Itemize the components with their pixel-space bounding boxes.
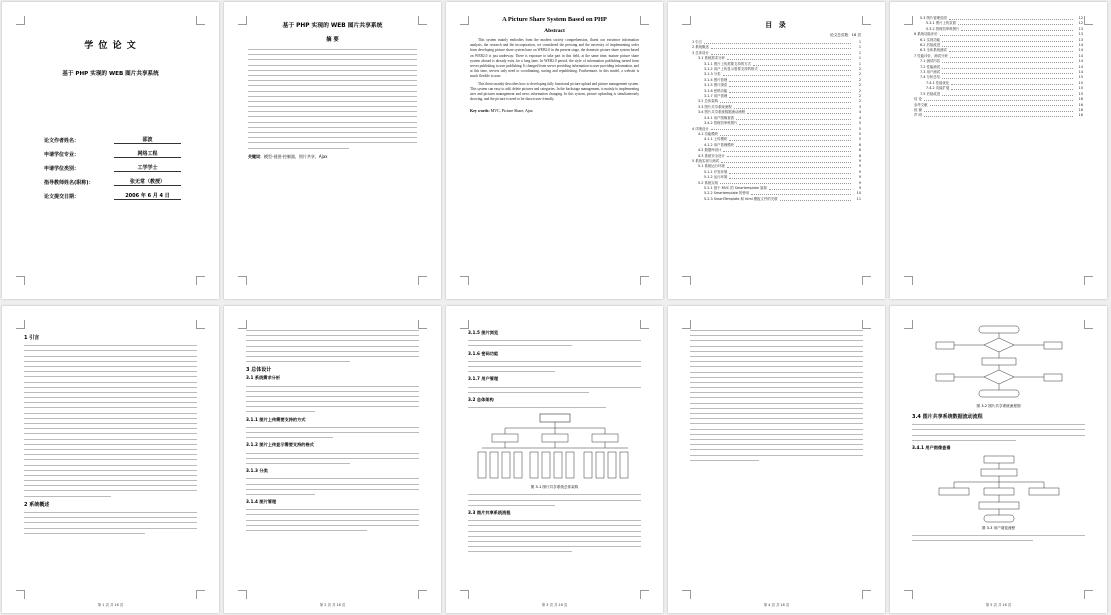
page-footer: 第 1 页 共 16 页 — [97, 603, 124, 607]
toc-entry-title: 5.3.1 图片上传页面 — [926, 21, 957, 26]
cover-field: 申请学位专业： 网络工程 — [44, 150, 181, 158]
section-heading: 3.4.1 用户图像查看 — [912, 444, 951, 450]
toc-entry-page: 6 — [858, 142, 861, 147]
toc-entry-title: 7.4 分析总结 — [920, 75, 941, 80]
toc-entry-title: 致 谢 — [914, 107, 922, 112]
toc-entry-page: 5 — [858, 137, 861, 142]
page-toc-2 — [890, 2, 1107, 299]
cover-field: 申请学位类别： 工学学士 — [44, 164, 181, 172]
page-abstract-cn — [224, 2, 441, 299]
toc-entry-page: 8 — [858, 153, 861, 158]
toc-entry-title: 5.1.2 运行环境 — [704, 175, 728, 180]
toc-entry-page: 16 — [1078, 97, 1083, 102]
toc-entry-title: 3.3 图片共享系统流程 — [698, 104, 732, 109]
toc-entry-title: 5.2.3 SmartTemplate 和 html 模板文件的关联 — [704, 196, 778, 201]
toc-entry-page: 9 — [858, 185, 861, 190]
cover-field: 论文提交日期： 2006 年 6 月 4 日 — [44, 192, 181, 200]
toc-entry-title: 4.3 系统安全设计 — [698, 153, 725, 158]
toc-entry-page: 16 — [1078, 107, 1083, 112]
toc-entry-page: 1 — [858, 61, 861, 66]
toc-entry-title: 3.1.7 用户管理 — [704, 94, 728, 99]
section-heading: 3.2 总体架构 — [468, 396, 494, 402]
toc-entry-page: 3 — [858, 104, 861, 109]
section-heading: 3 总体设计 — [246, 367, 272, 374]
toc-entry-page: 2 — [858, 67, 861, 72]
toc-list — [914, 16, 1083, 119]
toc-entry-title: 参考文献 — [914, 102, 928, 107]
figure-caption: 图 3-2 图片共享系统流程图 — [976, 404, 1021, 408]
toc-entry-page: 9 — [858, 158, 861, 163]
toc-entry-title: 3.1.2 用户上传显示需要支持的格式 — [704, 67, 758, 72]
toc-entry-title: 4.1 功能模块 — [698, 131, 719, 136]
section-heading: 3.1.2 图片上传显示需要支持的格式 — [246, 442, 314, 448]
toc-entry-title: 5.3 图片管理页面 — [920, 16, 947, 20]
flowchart-diagram — [890, 324, 1107, 402]
page-footer: 第 4 页 共 16 页 — [763, 603, 790, 607]
page-footer: 第 2 页 共 16 页 — [319, 603, 346, 607]
toc-entry-page: 5 — [858, 126, 861, 131]
toc-entry-page: 2 — [858, 99, 861, 104]
toc-total-pages: 论文总页数：16 页 — [830, 33, 861, 37]
abstract-cn-title: 基于 PHP 实现的 WEB 图片共享系统 — [282, 23, 383, 29]
toc-entry — [914, 113, 1083, 118]
abstract-en-p2: This thesis mainly describes how to developing fully functional picture upload and picture management system. This system can easy to add, delete pictures and categories. In the backstage management, is mainly to implementing user and pictures management and news information changing. In this system, picture uploading is simultaneously showing, and the picture is need to be shown user friendly. — [470, 81, 639, 102]
toc-entry-title: 3.4.2 管理员审核图片 — [704, 121, 738, 126]
toc-entry-page: 1 — [858, 50, 861, 55]
abstract-cn-keywords: 关键词：模型-视图-控制器，图片共享，Ajax — [248, 153, 328, 159]
toc-entry-title: 7.4.1 性能优化 — [926, 80, 950, 85]
toc-entry-page: 11 — [856, 196, 861, 201]
toc-entry-title: 7 性能评价、测试分析 — [914, 53, 948, 58]
toc-entry-title: 7.5 后续改进 — [920, 91, 941, 96]
toc-entry-title: 结 论 — [914, 97, 922, 102]
toc-entry-page: 12 — [1078, 21, 1083, 26]
toc-entry-title: 3 总体设计 — [692, 50, 709, 55]
page-body-3 — [446, 306, 663, 613]
section-heading: 3.1.1 图片上传需要支持的方式 — [246, 416, 306, 422]
toc-entry-page: 13 — [1078, 37, 1083, 42]
toc-title: 目 录 — [765, 21, 788, 29]
cover-field: 指导教师姓名(职称)： 张无常（教授） — [44, 178, 181, 186]
toc-entry-title: 4 详细设计 — [692, 126, 709, 131]
toc-entry-page: 6 — [858, 148, 861, 153]
toc-entry-page: 2 — [858, 72, 861, 77]
toc-entry-page: 5 — [858, 131, 861, 136]
figure-caption: 图 3-3 用户浏览流程 — [981, 525, 1016, 530]
toc-entry-page: 15 — [1078, 80, 1083, 85]
toc-entry-title: 6.1 实现功能 — [920, 37, 941, 42]
toc-entry-page: 2 — [858, 77, 861, 82]
section-heading: 2 系统概述 — [24, 501, 50, 508]
toc-entry-title: 5.2.2 Smartemplate 的使用 — [704, 191, 750, 196]
section-heading: 3.1 系统需求分析 — [246, 375, 281, 381]
toc-entry-page: 2 — [858, 83, 861, 88]
abstract-cn-heading: 摘 要 — [326, 37, 339, 43]
toc-entry-title: 1 引言 — [692, 40, 703, 44]
page-body-4 — [668, 306, 885, 613]
section-heading: 3.1.7 用户管理 — [468, 376, 499, 382]
toc-entry-page: 9 — [858, 175, 861, 180]
toc-entry — [692, 197, 861, 202]
section-heading: 3.3 图片共享系统流程 — [468, 510, 511, 515]
toc-entry-title: 5 系统实现与测试 — [692, 158, 719, 163]
toc-entry-title: 6 系统功能评价 — [914, 32, 938, 37]
toc-entry-page: 9 — [858, 169, 861, 174]
toc-entry-title: 7.2 性能测试 — [920, 64, 941, 69]
page-body-1 — [2, 306, 219, 613]
toc-entry-title: 5.1.1 开发环境 — [704, 169, 728, 174]
toc-entry-title: 3.1.6 密码功能 — [704, 88, 728, 93]
toc-entry-page: 9 — [858, 180, 861, 185]
toc-entry-title: 5.2 系统实现 — [698, 180, 719, 185]
toc-entry-page: 1 — [858, 56, 861, 61]
toc-entry-title: 4.1.1 上传模块 — [704, 137, 728, 142]
toc-entry-page: 13 — [1078, 26, 1083, 31]
toc-entry-title: 3.2 总体架构 — [698, 99, 719, 104]
toc-entry-title: 3.1.3 分类 — [704, 72, 721, 77]
toc-entry-title: 4.2 数据库设计 — [698, 148, 722, 153]
toc-entry-title: 声 明 — [914, 113, 922, 118]
toc-entry-title: 6.3 全体系统测试 — [920, 48, 947, 53]
toc-entry-page: 2 — [858, 88, 861, 93]
toc-entry-page: 14 — [1078, 64, 1083, 69]
page-body-2 — [224, 306, 441, 613]
page-body-5 — [890, 306, 1107, 613]
toc-entry-page: 14 — [1078, 48, 1083, 53]
toc-entry-page: 16 — [1078, 102, 1083, 107]
toc-entry-page: 9 — [858, 164, 861, 169]
toc-entry-page: 10 — [856, 191, 861, 196]
section-heading: 3.1.3 分类 — [246, 468, 268, 474]
toc-entry-title: 5.1 系统运行环境 — [698, 164, 725, 169]
section-heading: 3.1.4 图片管理 — [246, 499, 277, 505]
toc-entry-title: 3.1.1 图片上传需要支持的方式 — [704, 61, 752, 66]
toc-entry-title: 3.4 图片共享系统数据流动流程 — [698, 110, 746, 115]
abstract-en-p1: This system mainly embodies from the modern society comprehension, fluent our existence information analysis, the research and the incorporation, we considered the pressing and the necessity of implementing order from developing picture share system base on WEB2.0 in the present stage, the domestic picture share system based on WEB2.0 is just underway. There is exposure to take part in this field, at the same time, mature picture share system abroad is already exist for a long time. In WEB2.0 period, the style of information publishing turned from server publishing to user publishing. It changed from server providing information to user providing information, and at this time, servers only need to coordinating, sorting and republishing. Furthermore, in this model, a website is much flexible to user. — [470, 38, 639, 79]
thesis-subtitle: 基于 PHP 实现的 WEB 图片共享系统 — [62, 71, 159, 77]
toc-entry-page: 12 — [1078, 16, 1083, 20]
page-toc-1 — [668, 2, 885, 299]
toc-entry-title: 7.1 测试内容 — [920, 59, 941, 64]
toc-entry-page: 15 — [1078, 86, 1083, 91]
page-cover — [2, 2, 219, 299]
toc-entry-title: 7.4.2 功能扩展 — [926, 86, 950, 91]
thesis-title: 学 位 论 文 — [84, 41, 137, 51]
toc-entry-title: 3.1.4 图片管理 — [704, 77, 728, 82]
toc-entry-page: 1 — [858, 45, 861, 50]
abstract-en-keywords: Key words: MVC, Picture Share, Ajax — [470, 108, 533, 114]
toc-entry-page: 4 — [858, 115, 861, 120]
section-heading: 1 引言 — [24, 335, 40, 341]
toc-entry-page: 14 — [1078, 43, 1083, 48]
toc-entry-page: 1 — [858, 40, 861, 44]
abstract-en-title: A Picture Share System Based on PHP — [502, 16, 607, 23]
section-heading: 3.1.6 密码功能 — [468, 350, 499, 356]
page-footer: 第 3 页 共 16 页 — [541, 603, 568, 607]
toc-entry-title: 7.3 用户测试 — [920, 70, 941, 75]
toc-entry-title: 5.3.2 管理员审核图片 — [926, 26, 960, 31]
page-footer: 第 5 页 共 16 页 — [985, 603, 1012, 607]
toc-entry-page: 4 — [858, 110, 861, 115]
toc-entry-page: 15 — [1078, 91, 1083, 96]
toc-entry-title: 3.1 系统需求分析 — [698, 56, 725, 61]
abstract-en-heading: Abstract — [544, 28, 565, 34]
abstract-cn-body — [248, 49, 417, 149]
toc-entry-page: 14 — [1078, 53, 1083, 58]
architecture-diagram — [446, 412, 663, 482]
toc-list — [692, 40, 861, 202]
toc-entry-title: 2 系统概述 — [692, 45, 709, 50]
toc-entry-page: 5 — [858, 121, 861, 126]
user-browse-diagram — [890, 454, 1107, 524]
toc-entry-title: 3.4.1 用户图像查看 — [704, 115, 735, 120]
toc-entry-page: 15 — [1078, 75, 1083, 80]
toc-entry-title: 4.1.2 用户管理模块 — [704, 142, 735, 147]
cover-field: 论文作者姓名： 邵波 — [44, 136, 181, 144]
toc-entry-page: 14 — [1078, 59, 1083, 64]
figure-caption: 图 3-1 图片共享系统总体架构 — [530, 485, 579, 490]
toc-entry-page: 14 — [1078, 70, 1083, 75]
toc-entry-page: 2 — [858, 94, 861, 99]
toc-entry-title: 6.2 后续改进 — [920, 43, 941, 48]
toc-entry-title: 5.2.1 基于 MVC 的 Smartemplate 架构 — [704, 185, 767, 190]
section-heading: 3.4 图片共享系统数据流动流程 — [912, 414, 983, 420]
toc-entry-page: 13 — [1078, 32, 1083, 37]
toc-entry-page: 16 — [1078, 113, 1083, 118]
page-abstract-en — [446, 2, 663, 299]
cover-fields — [44, 130, 181, 206]
section-heading: 3.1.5 图片浏览 — [468, 330, 499, 335]
toc-entry-title: 3.1.5 图片浏览 — [704, 83, 728, 88]
